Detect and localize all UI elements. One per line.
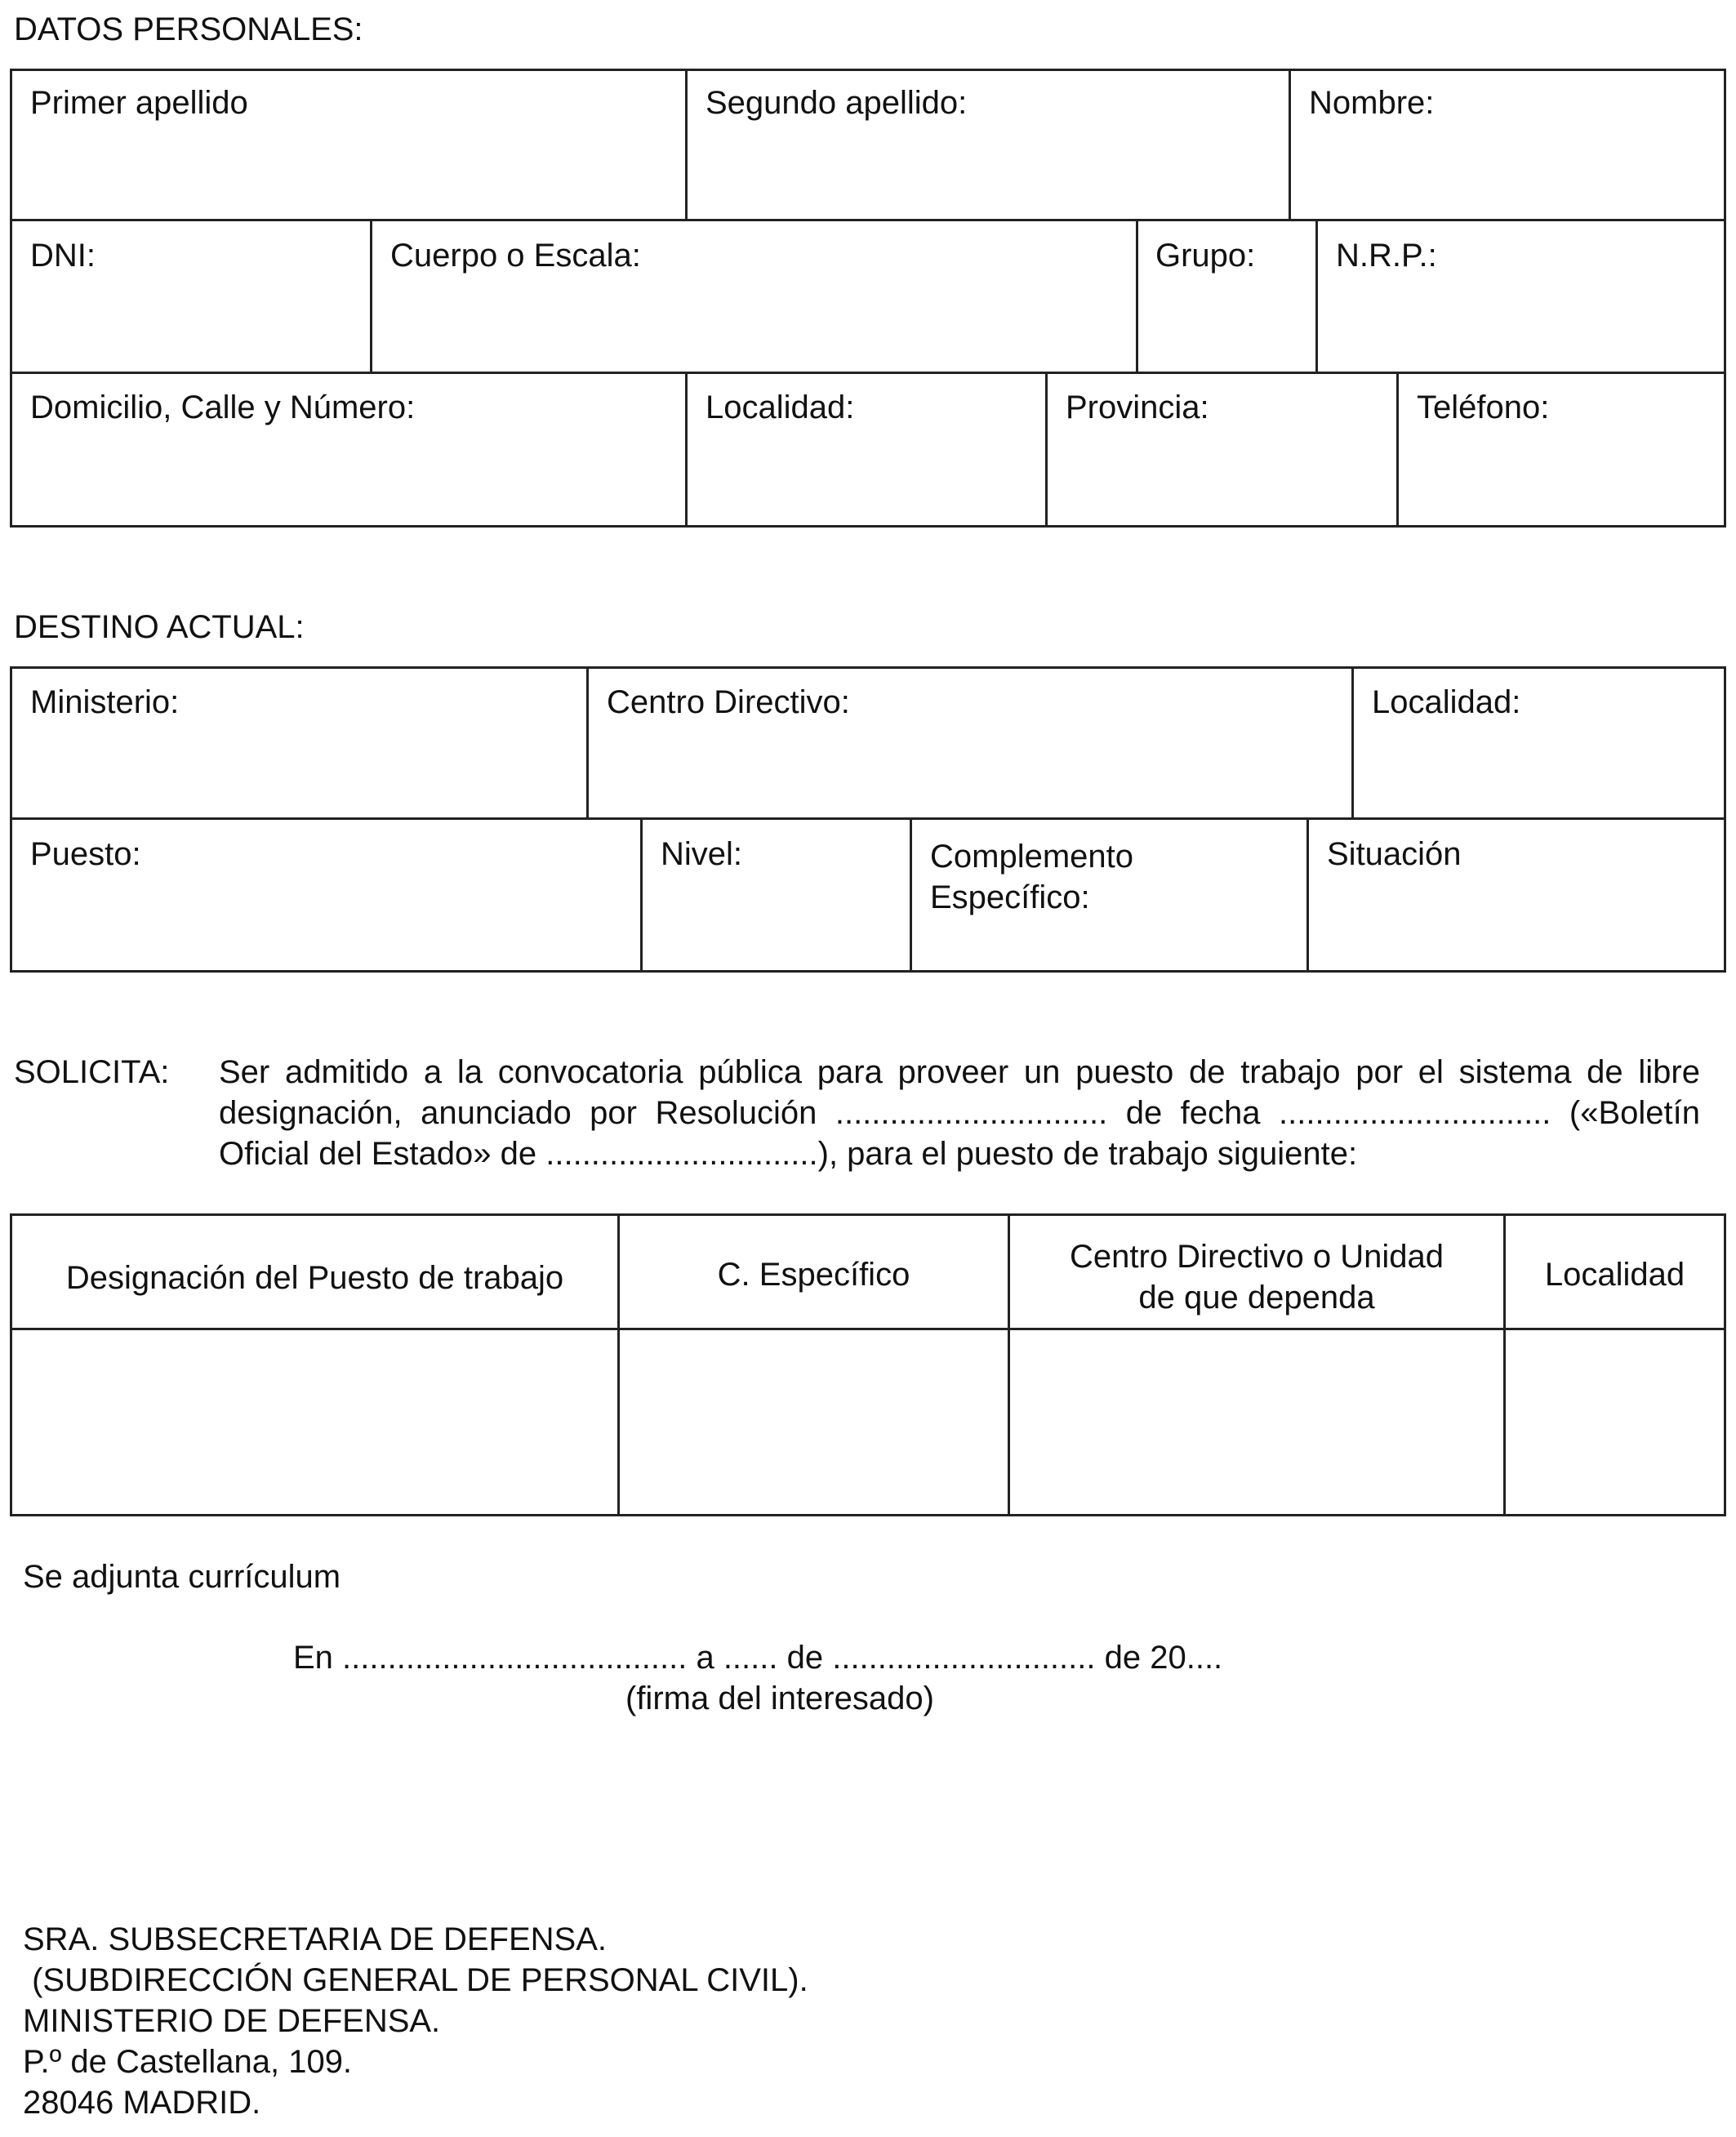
address-line5: 28046 MADRID. <box>23 2085 261 2121</box>
field-situacion[interactable]: Situación <box>1327 836 1462 872</box>
solicita-line2: designación, anunciado por Resolución .............................. de fecha .............................. («Boletín <box>219 1095 1700 1131</box>
header-centro-directivo <box>1010 1236 1503 1318</box>
complemento-line2: Específico: <box>930 879 1090 915</box>
field-grupo[interactable]: Grupo: <box>1155 238 1256 274</box>
input-c-especifico[interactable] <box>620 1330 1008 1514</box>
address-line2: (SUBDIRECCIÓN GENERAL DE PERSONAL CIVIL). <box>23 1962 808 1998</box>
field-centro-directivo[interactable]: Centro Directivo: <box>607 684 850 720</box>
field-dni[interactable]: DNI: <box>30 238 96 274</box>
field-complemento-especifico[interactable] <box>930 836 1133 918</box>
header-designacion: Designación del Puesto de trabajo <box>65 1260 564 1296</box>
field-localidad[interactable]: Localidad: <box>706 390 855 425</box>
header-c-especifico: C. Específico <box>717 1257 910 1293</box>
field-primer-apellido[interactable]: Primer apellido <box>30 85 248 121</box>
field-cuerpo-escala[interactable]: Cuerpo o Escala: <box>390 238 641 274</box>
field-domicilio[interactable]: Domicilio, Calle y Número: <box>30 390 416 425</box>
signature-caption: (firma del interesado) <box>625 1681 934 1716</box>
header-centro-line1: Centro Directivo o Unidad <box>1070 1239 1444 1275</box>
address-line3: MINISTERIO DE DEFENSA. <box>23 2003 441 2039</box>
address-line1: SRA. SUBSECRETARIA DE DEFENSA. <box>23 1921 607 1957</box>
solicita-label: SOLICITA: <box>14 1054 170 1090</box>
solicita-line3: Oficial del Estado» de ..............................), para el puesto de trabajo siguiente: <box>219 1136 1358 1172</box>
field-segundo-apellido[interactable]: Segundo apellido: <box>706 85 968 121</box>
address-line4: P.º de Castellana, 109. <box>23 2044 353 2080</box>
header-centro-line2: de que dependa <box>1138 1280 1375 1316</box>
field-localidad-destino[interactable]: Localidad: <box>1372 684 1521 720</box>
complemento-line1: Complemento <box>930 839 1134 875</box>
input-localidad[interactable] <box>1506 1330 1724 1514</box>
field-nivel[interactable]: Nivel: <box>661 836 743 872</box>
field-telefono[interactable]: Teléfono: <box>1417 390 1550 425</box>
section-title-datos-personales: DATOS PERSONALES: <box>14 11 363 47</box>
input-centro-directivo[interactable] <box>1010 1330 1503 1514</box>
solicita-line1: Ser admitido a la convocatoria pública para proveer un puesto de trabajo por el sistema de libre <box>219 1054 1700 1090</box>
field-puesto[interactable]: Puesto: <box>30 836 141 872</box>
input-designacion[interactable] <box>12 1330 617 1514</box>
datos-personales-table <box>10 69 1726 528</box>
curriculum-note: Se adjunta currículum <box>23 1559 341 1595</box>
section-title-destino-actual: DESTINO ACTUAL: <box>14 609 305 645</box>
field-provincia[interactable]: Provincia: <box>1066 390 1209 425</box>
field-nombre[interactable]: Nombre: <box>1309 85 1435 121</box>
header-localidad: Localidad <box>1544 1257 1685 1293</box>
date-line: En ...................................... a ...... de ............................. de 20.... <box>293 1640 1223 1676</box>
field-ministerio[interactable]: Ministerio: <box>30 684 180 720</box>
field-nrp[interactable]: N.R.P.: <box>1336 238 1437 274</box>
